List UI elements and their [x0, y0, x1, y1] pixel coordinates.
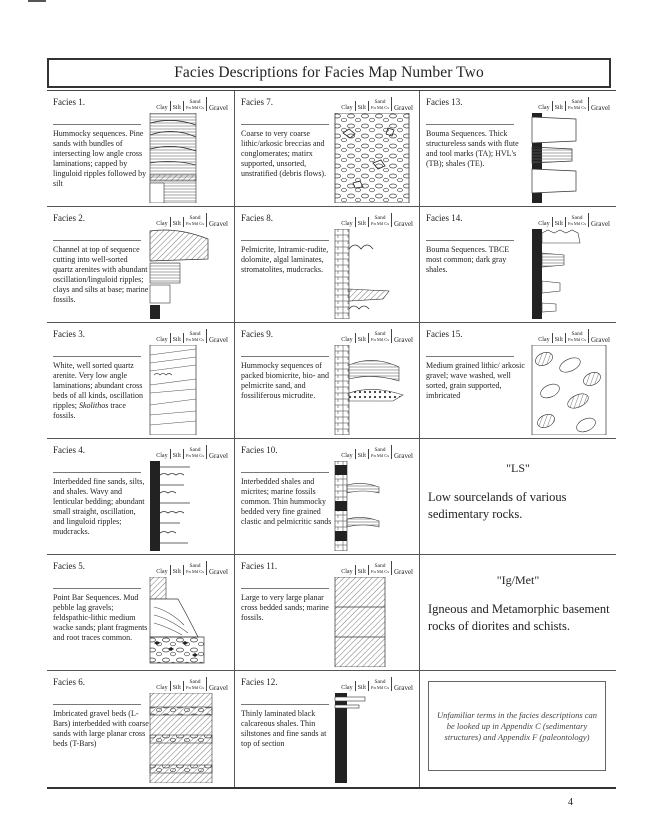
- facies-description: White, well sorted quartz arenite. Very low angle laminations; abundant cross beds of all kinds, oscillation ripples; Skolithos trace fossils.: [53, 361, 143, 420]
- facies-5-cell: [47, 555, 235, 671]
- strat-log: [333, 345, 411, 435]
- italic-term: Skolithos: [79, 401, 109, 410]
- strat-log: [530, 113, 608, 203]
- strat-log: [333, 461, 411, 551]
- facies-8-cell: [235, 207, 420, 323]
- facies-description: Thinly laminated black calcareous shales. Thin siltstones and fine sands at top of section: [241, 709, 327, 748]
- divider: [53, 588, 141, 589]
- facies-1-cell: [47, 91, 235, 207]
- facies-3-cell: [47, 323, 235, 439]
- strat-log: [148, 577, 226, 667]
- divider: [53, 356, 141, 357]
- facies-title: Facies 2.: [53, 213, 85, 223]
- region-label: "Ig/Met": [496, 573, 540, 587]
- strat-log: [530, 229, 608, 319]
- facies-4-cell: [47, 439, 235, 555]
- facies-9-cell: [235, 323, 420, 439]
- page-number: 4: [568, 797, 573, 808]
- divider: [241, 124, 329, 125]
- facies-title: Facies 5.: [53, 561, 85, 571]
- region-text: Low sourcelands of various sedimentary rocks.: [428, 490, 567, 521]
- divider: [426, 124, 514, 125]
- divider: [241, 588, 329, 589]
- divider: [53, 240, 141, 241]
- facies-title: Facies 7.: [241, 97, 273, 107]
- region-text: Igneous and Metamorphic basement rocks of diorites and schists.: [428, 602, 610, 633]
- facies-description: Interbedded shales and micrites; marine fossils common. Thin hummocky bedded very fine grained clastic and pelmicritic sands: [241, 477, 332, 526]
- facies-title: Facies 13.: [426, 97, 463, 107]
- strat-log: [148, 345, 226, 435]
- grain-size-header: Clay Silt Sand Fn Md Cs Gravel: [341, 215, 413, 228]
- facies-12-cell: [235, 671, 420, 787]
- grain-size-header: Clay Silt Sand Fn Md Cs Gravel: [156, 215, 228, 228]
- divider: [426, 240, 514, 241]
- facies-title: Facies 15.: [426, 329, 463, 339]
- grain-size-header: Clay Silt Sand Fn Md Cs Gravel: [538, 331, 610, 344]
- strat-log: [333, 229, 411, 319]
- grain-size-header: Clay Silt Sand Fn Md Cs Gravel: [341, 331, 413, 344]
- divider: [53, 124, 141, 125]
- divider: [241, 240, 329, 241]
- grain-size-header: Clay Silt Sand Fn Md Cs Gravel: [341, 563, 413, 576]
- facies-description: Coarse to very coarse lithic/arkosic breccias and conglomerates; matirx supported, unsorted, unstratified (debris flows).: [241, 129, 327, 178]
- grain-size-header: Clay Silt Sand Fn Md Cs Gravel: [156, 679, 228, 692]
- divider: [241, 356, 329, 357]
- strat-log: [333, 693, 411, 783]
- strat-log: [148, 693, 226, 783]
- facies-description: Large to very large planar cross bedded sands; marine fossils.: [241, 593, 329, 622]
- facies-description: Bouma Sequences. TBCE most common; dark gray shales.: [426, 245, 510, 274]
- facies-description: Pelmicrite, Intramic-rudite, dolomite, algal laminates, stromatolites, mudcracks.: [241, 245, 329, 274]
- facies-grid: [47, 90, 616, 789]
- facies-11-cell: [235, 555, 420, 671]
- glossary-note: Unfamiliar terms in the facies descriptions can be looked up in Appendix C (sedimentary structures) and Appendix F (paleontology): [428, 681, 606, 771]
- facies-15-cell: [420, 323, 616, 439]
- grain-size-header: Clay Silt Sand Fn Md Cs Gravel: [156, 563, 228, 576]
- facies-description: Medium grained lithic/ arkosic gravel; wave washed, well sorted, grain supported, imbricated: [426, 361, 525, 400]
- grain-size-header: Clay Silt Sand Fn Md Cs Gravel: [538, 215, 610, 228]
- grain-size-header: Clay Silt Sand Fn Md Cs Gravel: [538, 99, 610, 112]
- facies-title: Facies 1.: [53, 97, 85, 107]
- ls-region-cell: [420, 439, 616, 555]
- facies-title: Facies 3.: [53, 329, 85, 339]
- facies-description: Imbricated gravel beds (L-Bars) interbedded with coarse sands with large planar cross beds (T-Bars): [53, 709, 149, 748]
- divider: [241, 704, 329, 705]
- divider: [53, 472, 141, 473]
- facies-10-cell: [235, 439, 420, 555]
- facies-title: Facies 8.: [241, 213, 273, 223]
- facies-title: Facies 14.: [426, 213, 463, 223]
- facies-description: Interbedded fine sands, silts, and shales. Wavy and lenticular bedding; abundant small straight, oscillation, and linguloid ripples; mudcracks.: [53, 477, 145, 536]
- facies-6-cell: [47, 671, 235, 787]
- facies-title: Facies 6.: [53, 677, 85, 687]
- strat-log: [148, 113, 226, 203]
- page-title: Facies Descriptions for Facies Map Number Two: [47, 58, 611, 88]
- grain-size-header: Clay Silt Sand Fn Md Cs Gravel: [156, 99, 228, 112]
- grain-size-header: Clay Silt Sand Fn Md Cs Gravel: [341, 99, 413, 112]
- strat-log: [530, 345, 608, 435]
- grain-size-header: Clay Silt Sand Fn Md Cs Gravel: [341, 679, 413, 692]
- grain-size-header: Clay Silt Sand Fn Md Cs Gravel: [341, 447, 413, 460]
- facies-title: Facies 4.: [53, 445, 85, 455]
- facies-description: Bouma Sequences. Thick structureless sands with flute and tool marks (TA); HVL's (TB); shales (TE).: [426, 129, 519, 168]
- region-label: "LS": [506, 461, 530, 475]
- facies-7-cell: [235, 91, 420, 207]
- facies-title: Facies 12.: [241, 677, 278, 687]
- strat-log: [333, 577, 411, 667]
- facies-description: Hummocky sequences. Pine sands with bundles of intersecting low angle cross laminations; capped by linguloid ripples followed by silt: [53, 129, 147, 188]
- facies-13-cell: [420, 91, 616, 207]
- igmet-region-cell: [420, 555, 616, 671]
- facies-title: Facies 9.: [241, 329, 273, 339]
- facies-title: Facies 10.: [241, 445, 278, 455]
- strat-log: [148, 461, 226, 551]
- facies-14-cell: [420, 207, 616, 323]
- top-edge-mark: [28, 0, 46, 2]
- facies-description: Point Bar Sequences. Mud pebble lag gravels; feldspathic-lithic medium wacke sands; plant fragments and root traces common.: [53, 593, 148, 642]
- divider: [241, 472, 329, 473]
- facies-title: Facies 11.: [241, 561, 278, 571]
- facies-description: Hummocky sequences of packed biomicrite, bio- and pelmicrite sand, and fossiliferous micrudite.: [241, 361, 329, 400]
- divider: [426, 356, 514, 357]
- grain-size-header: Clay Silt Sand Fn Md Cs Gravel: [156, 331, 228, 344]
- facies-2-cell: [47, 207, 235, 323]
- strat-log: [148, 229, 226, 319]
- facies-description: Channel at top of sequence cutting into well-sorted quartz arenites with abundant oscillation/linguloid ripples; clays and silts at base; marine fossils.: [53, 245, 149, 304]
- grain-size-header: Clay Silt Sand Fn Md Cs Gravel: [156, 447, 228, 460]
- divider: [53, 704, 141, 705]
- note-cell: [420, 671, 616, 787]
- strat-log: [333, 113, 411, 203]
